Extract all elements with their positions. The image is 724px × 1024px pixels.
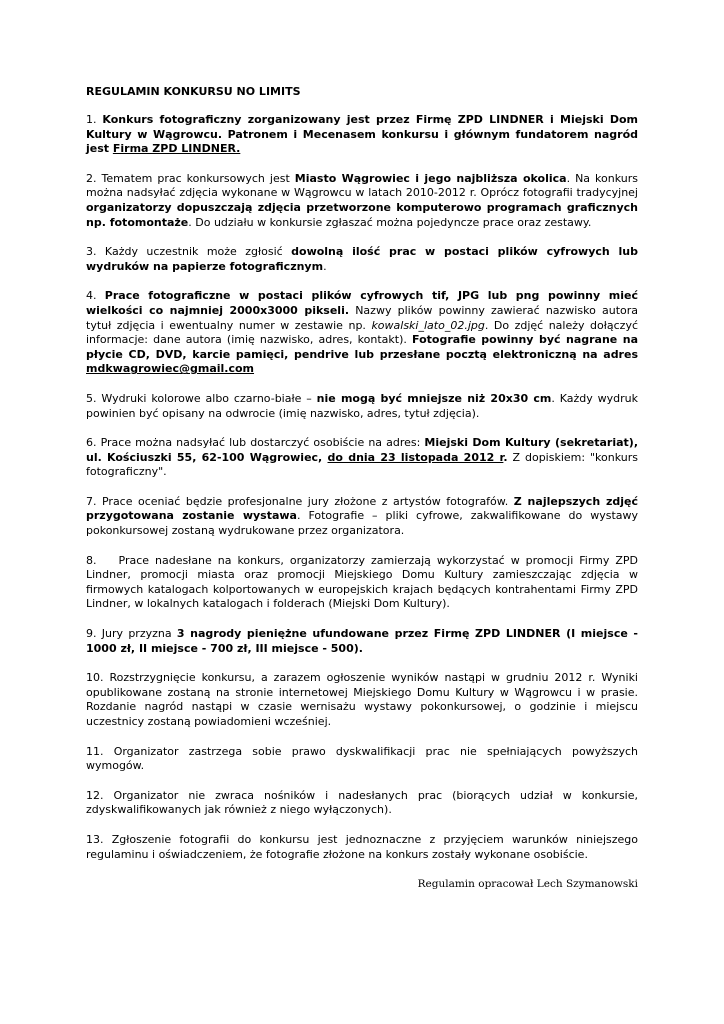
paragraph-12 — [86, 789, 638, 818]
document-title: REGULAMIN KONKURSU NO LIMITS — [86, 85, 301, 98]
text-span: . Do udziału w konkursie zgłaszać można pojedyncze prace oraz zestawy. — [188, 215, 592, 229]
paragraph-5 — [86, 392, 638, 421]
paragraph-3 — [86, 245, 638, 274]
paragraph-2 — [86, 172, 638, 230]
exhibition-highlight: Z najlepszych zdjęć przygotowana zostanie wystawa — [86, 494, 639, 523]
text-span: 11. Organizator zastrzega sobie prawo dyskwalifikacji prac nie spełniających powyższych wymogów. — [86, 744, 638, 773]
text-span: . — [323, 259, 327, 273]
text-span: 10. Rozstrzygnięcie konkursu, a zarazem ogłoszenie wyników nastąpi w grudniu 2012 r. Wyniki opublikowane zostaną na stronie internetowej Miejskiego Domu Kultury w Wągrowcu i w prasie. Rozdanie nagród nastąpi w czasie wernisażu wystawy pokonkursowej, o godzinie i miejscu uczestnicy zostaną powiadomieni wcześniej. — [86, 671, 638, 728]
text-span: 13. Zgłoszenie fotografii do konkursu jest jednoznaczne z przyjęciem warunków niniejszego regulaminu i oświadczeniem, że fotografie złożone na konkurs zostały wykonane osobiście. — [86, 832, 638, 861]
address-highlight: Miejski Dom Kultury (sekretariat), ul. Kościuszki 55, 62-100 Wągrowiec, — [86, 436, 639, 464]
author-signature: Regulamin opracował Lech Szymanowski — [417, 878, 638, 891]
text-span: . Do zdjęć należy dołączyć informacje: dane autora (imię nazwisko, adres, kontakt). — [86, 318, 639, 347]
text-span: 5. Wydruki kolorowe albo czarno-białe – — [86, 391, 317, 405]
text-span: . Na konkurs można nadsyłać zdjęcia wykonane w Wągrowcu w latach 2010-2012 r. Oprócz fotografii tradycyjnej — [86, 171, 638, 200]
size-highlight: nie mogą być mniejsze niż 20x30 cm — [316, 391, 552, 405]
paragraph-number: 1. — [86, 113, 97, 126]
text-span: Z dopiskiem: "konkurs fotograficzny". — [86, 450, 638, 479]
theme-highlight: Miasto Wągrowiec i jego najbliższa okolica — [294, 171, 567, 185]
paragraph-number: 8. — [86, 553, 97, 567]
filename-example: kowalski_lato_02.jpg — [371, 318, 485, 332]
sponsor-name: Firma ZPD LINDNER. — [112, 142, 241, 156]
text-span: . — [503, 450, 508, 464]
text-span: . Fotografie – pliki cyfrowe, zakwalifikowane do wystawy pokonkursowej zostaną wydrukowane przez organizatora. — [86, 509, 639, 538]
deadline-highlight: do dnia 23 listopada 2012 r — [327, 450, 504, 464]
text-span: Nazwy plików powinny zawierać nazwisko autora tytuł zdjęcia i ewentualny numer w zestawie np. — [86, 303, 638, 332]
text-span: . Każdy wydruk powinien być opisany na odwrocie (imię nazwisko, adres, tytuł zdjęcia). — [86, 391, 638, 420]
paragraph-11 — [86, 745, 638, 774]
text-span: 3. Każdy uczestnik może zgłosić — [86, 245, 292, 259]
file-requirements: Prace fotograficzne w postaci plików cyfrowych tif, JPG lub png powinny mieć wielkości co najmniej 2000x3000 pikseli. — [86, 289, 639, 317]
paragraph-number: 4. — [86, 289, 97, 303]
email-link[interactable]: mdkwagrowiec@gmail.com — [86, 362, 255, 376]
paragraph-6 — [86, 436, 638, 480]
paragraph-4 — [86, 289, 638, 377]
organizer-text: Konkurs fotograficzny zorganizowany jest przez Firmę ZPD LINDNER i Miejski Dom Kultury w Wągrowcu. Patronem i Mecenasem konkursu i głównym fundatorem nagród jest — [86, 113, 639, 156]
text-span: 7. Prace oceniać będzie profesjonalne jury złożone z artystów fotografów. — [86, 494, 514, 508]
text-span: Prace nadesłane na konkurs, organizatorzy zamierzają wykorzystać w promocji Firmy ZPD Lindner, promocji miasta oraz promocji Miejskiego Domu Kultury zamieszczając zdjęcia w firmowych katalogach kolportowanych w europejskich krajach będących kontrahentami Firmy ZPD Lindner, w lokalnych katalogach i folderach (Miejski Dom Kultury). — [86, 553, 638, 611]
text-span: 9. Jury przyzna — [86, 627, 177, 641]
paragraph-8 — [86, 554, 638, 612]
paragraph-7 — [86, 495, 638, 539]
submission-highlight: dowolną ilość prac w postaci plików cyfrowych lub wydruków na papierze fotograficznym — [86, 245, 638, 273]
prizes-highlight: 3 nagrody pieniężne ufundowane przez Firmę ZPD LINDNER (I miejsce - 1000 zł, II miejsce - 700 zł, III miejsce - 500). — [86, 627, 638, 655]
paragraph-10 — [86, 671, 638, 729]
paragraph-13 — [86, 833, 638, 862]
text-span: 2. Tematem prac konkursowych jest — [86, 171, 295, 185]
delivery-requirements: Fotografie powinny być nagrane na płycie CD, DVD, karcie pamięci, pendrive lub przesłane pocztą elektroniczną na adres — [86, 333, 638, 361]
paragraph-1 — [86, 113, 638, 157]
processing-highlight: organizatorzy dopuszczają zdjęcia przetworzone komputerowo programach graficznych np. fotomontaże — [86, 200, 638, 229]
text-span: 6. Prace można nadsyłać lub dostarczyć osobiście na adres: — [86, 436, 425, 450]
text-span: 12. Organizator nie zwraca nośników i nadesłanych prac (biorących udział w konkursie, zdyskwalifikowanych jak również z niego wyłączonych). — [86, 788, 638, 817]
paragraph-9 — [86, 627, 638, 656]
